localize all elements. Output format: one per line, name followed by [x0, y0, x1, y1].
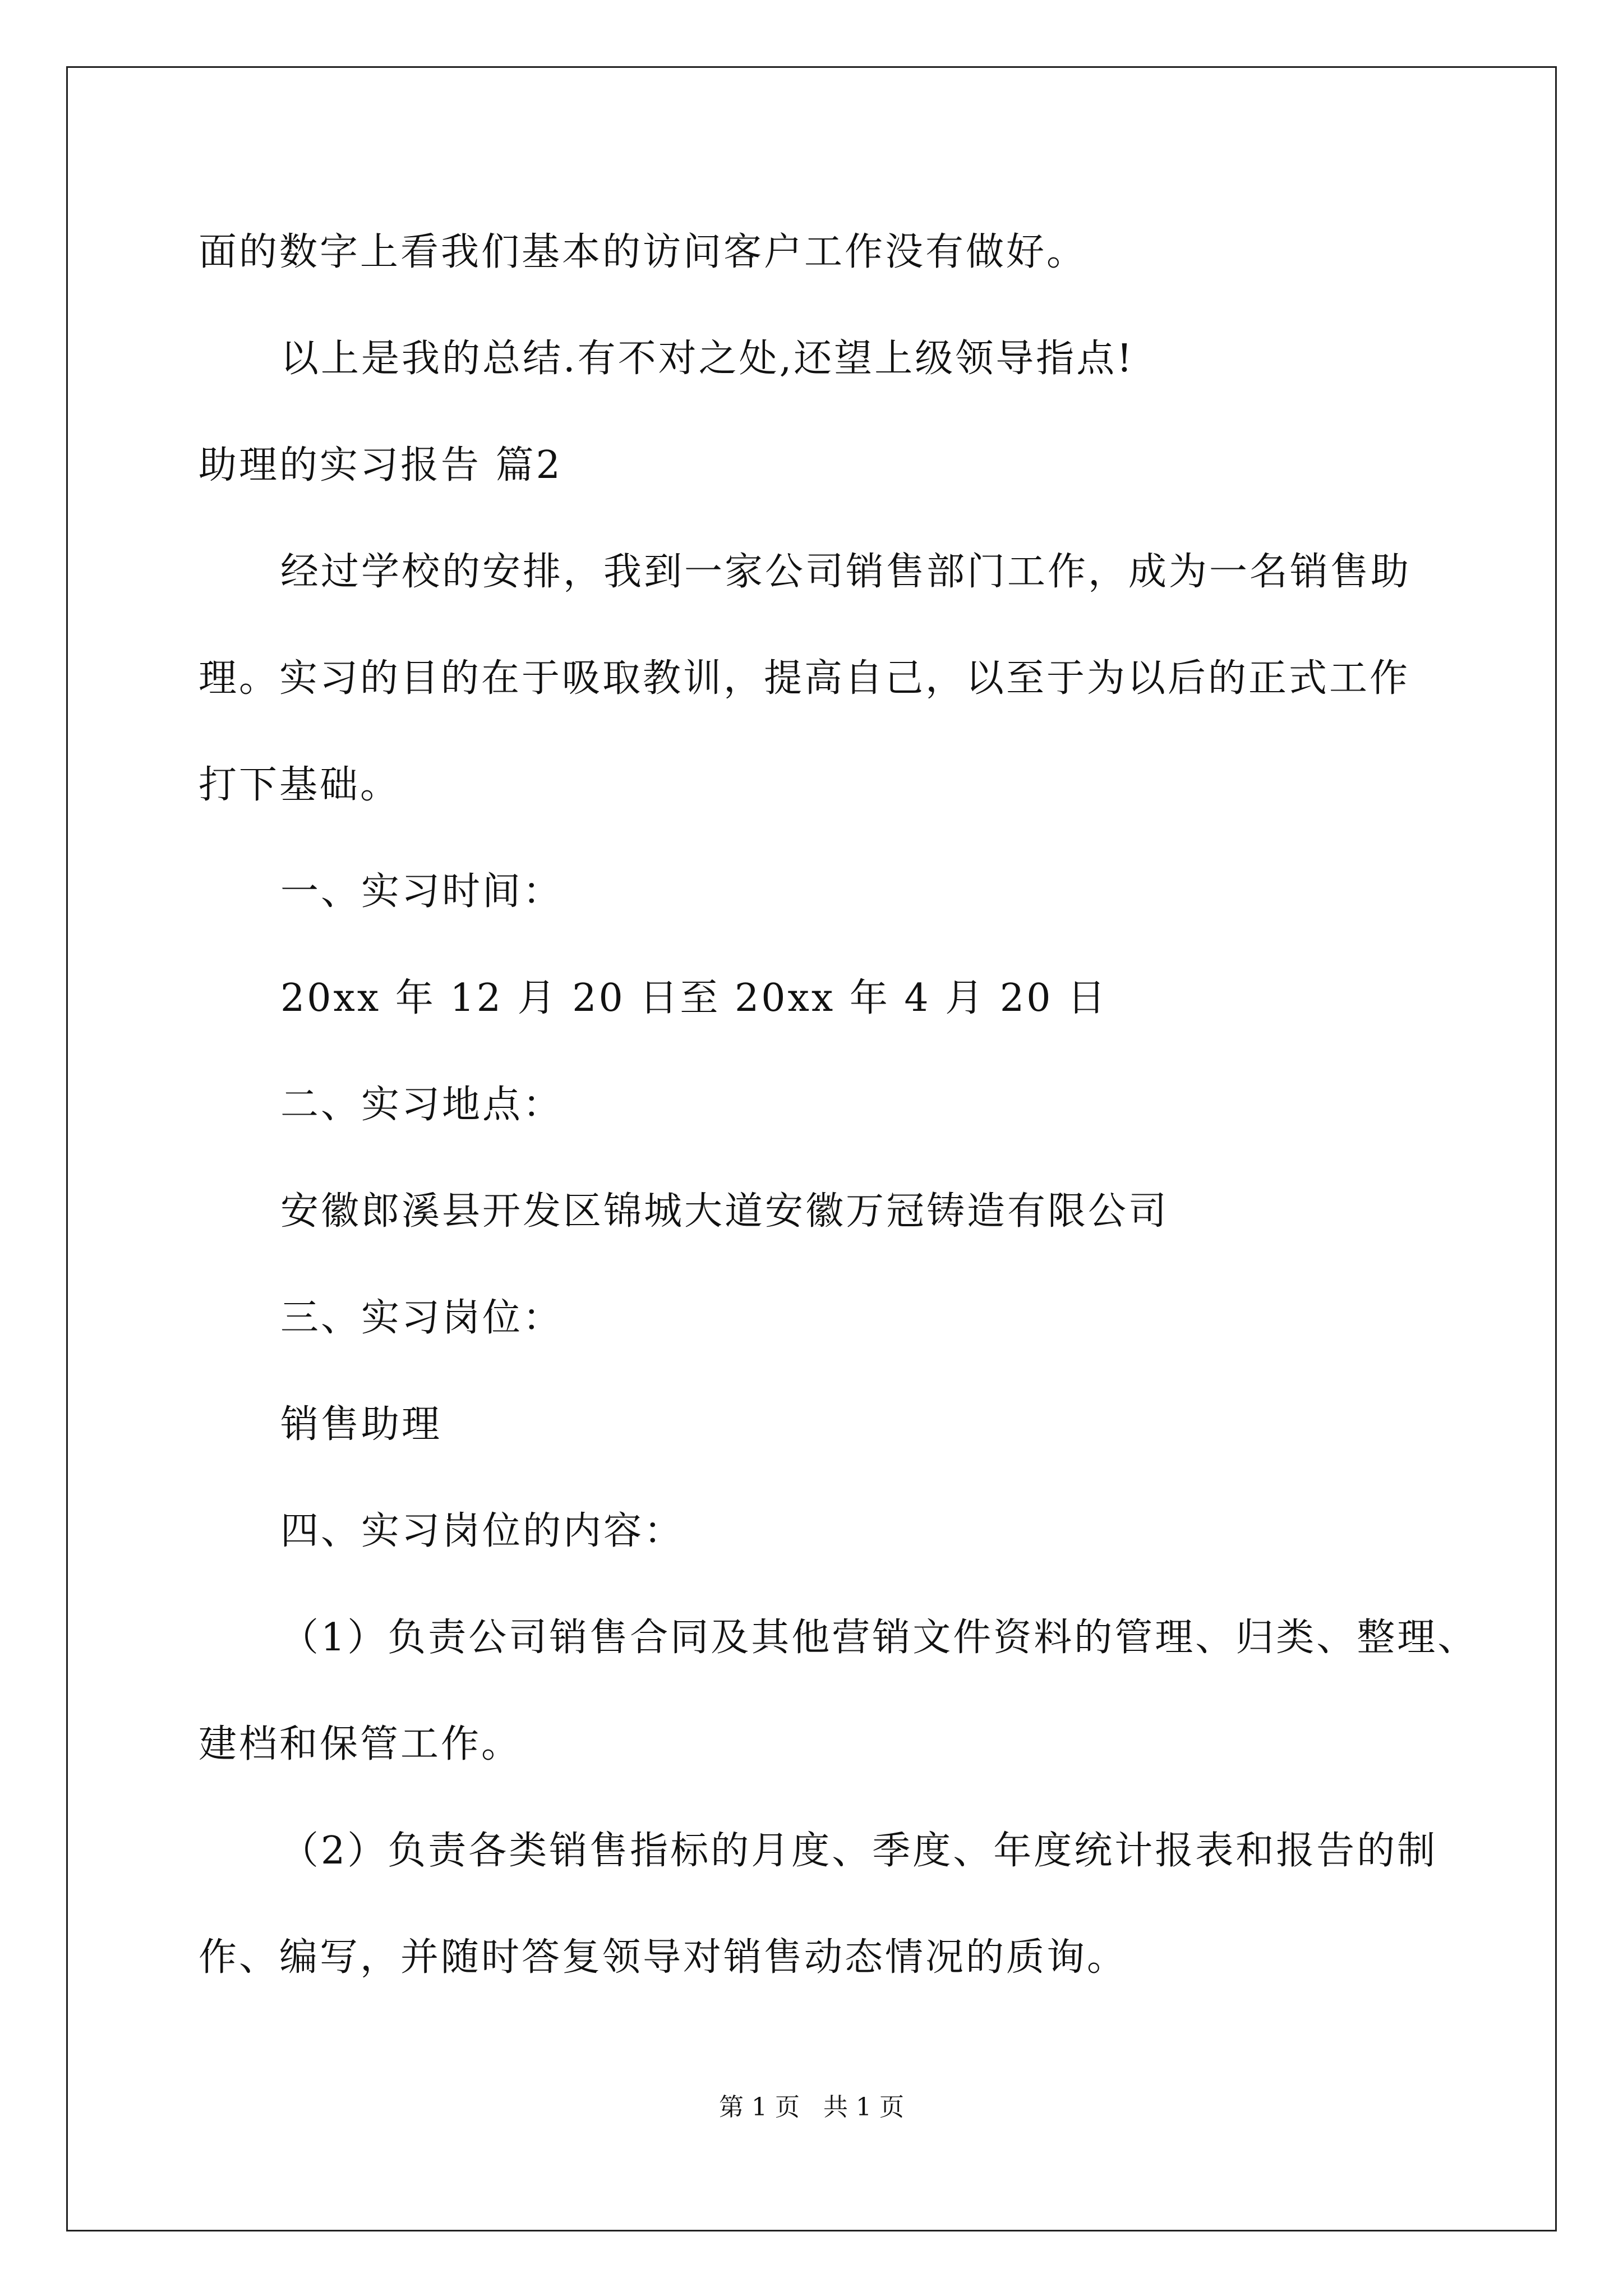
subheading: 四、实习岗位的内容：: [280, 1509, 685, 1553]
page-footer: [0, 2087, 1623, 2123]
paragraph-line: 经过学校的安排，我到一家公司销售部门工作，成为一名销售助: [280, 550, 1412, 594]
paragraph-line: 作、编写，并随时答复领导对销售动态情况的质询。: [199, 1935, 1128, 1980]
page-border: [66, 66, 1557, 2231]
paragraph-line: 以上是我的总结.有不对之处,还望上级领导指点!: [280, 337, 1135, 381]
paragraph-line: 安徽郎溪县开发区锦城大道安徽万冠铸造有限公司: [280, 1189, 1169, 1234]
page-number-current: 第 1 页: [719, 2093, 800, 2122]
subheading: 二、实习地点：: [280, 1083, 564, 1127]
paragraph-line: 理。实习的目的在于吸取教训，提高自己，以至于为以后的正式工作: [199, 656, 1410, 701]
subheading: 一、实习时间：: [280, 869, 564, 914]
paragraph-line: 销售助理: [280, 1402, 442, 1447]
page-number-total: 共 1 页: [823, 2093, 904, 2122]
paragraph-line: 打下基础。: [199, 763, 401, 807]
section-heading: 助理的实习报告 篇2: [199, 443, 562, 487]
paragraph-line: （2）负责各类销售指标的月度、季度、年度统计报表和报告的制: [280, 1829, 1438, 1873]
subheading: 三、实习岗位：: [280, 1296, 564, 1340]
paragraph-line: 面的数字上看我们基本的访问客户工作没有做好。: [199, 230, 1087, 274]
paragraph-line: （1）负责公司销售合同及其他营销文件资料的管理、归类、整理、: [280, 1616, 1478, 1660]
paragraph-line: 20xx 年 12 月 20 日至 20xx 年 4 月 20 日: [280, 976, 1108, 1020]
paragraph-line: 建档和保管工作。: [199, 1722, 522, 1766]
